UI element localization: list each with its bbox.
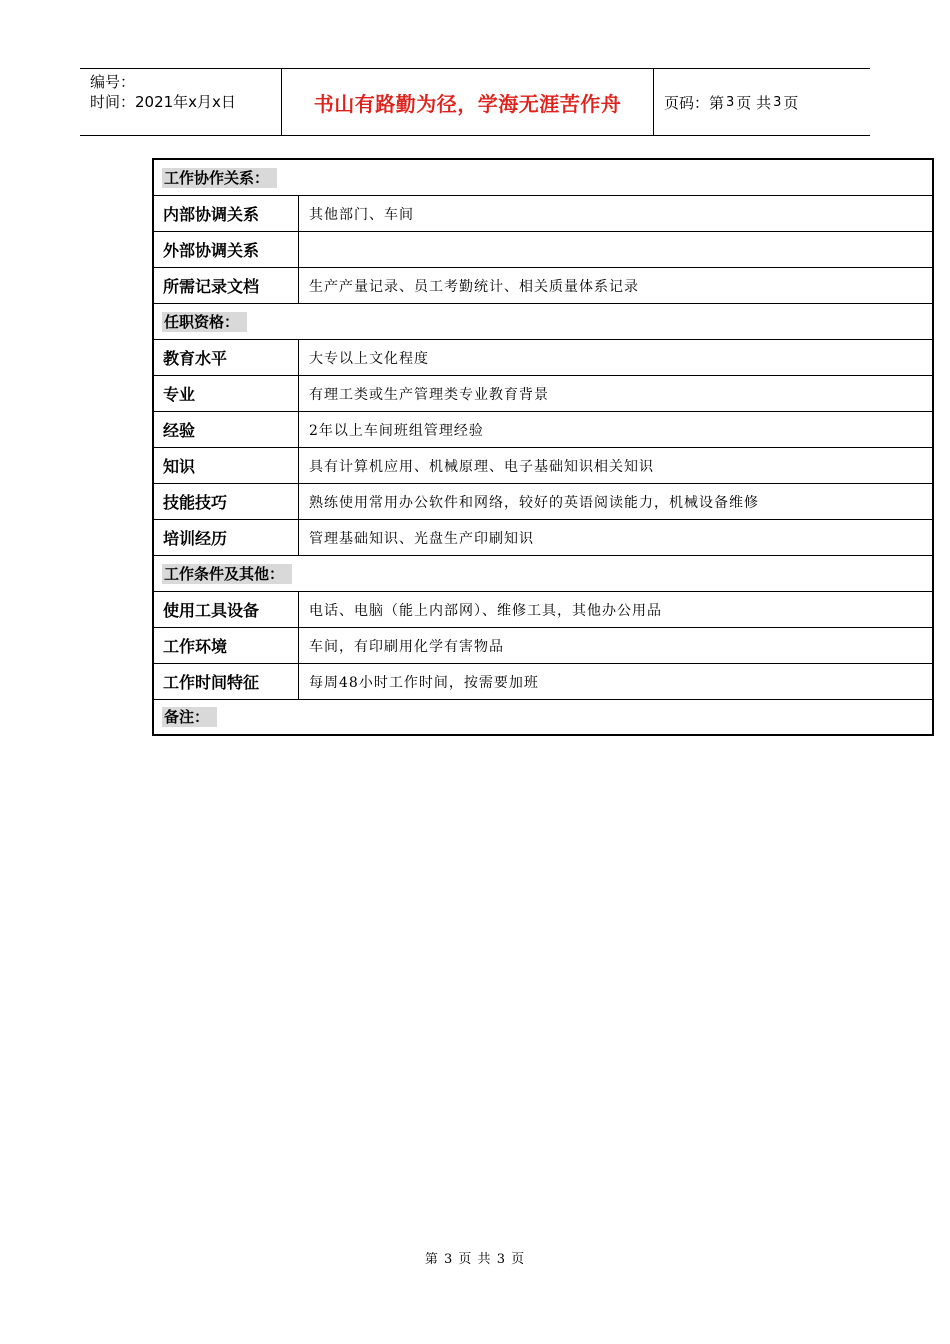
- row-value: 车间，有印刷用化学有害物品: [309, 638, 504, 655]
- section-conditions: [154, 556, 932, 592]
- job-spec-table: [152, 158, 934, 736]
- row-label: 经验: [154, 412, 299, 447]
- row-label: 内部协调关系: [154, 196, 299, 231]
- table-row: [154, 592, 932, 628]
- row-label: 工作环境: [154, 628, 299, 663]
- row-label: 知识: [154, 448, 299, 483]
- row-value: 具有计算机应用、机械原理、电子基础知识相关知识: [309, 458, 654, 475]
- row-value: 电话、电脑（能上内部网）、维修工具，其他办公用品: [309, 602, 662, 619]
- page-prefix: 页码：第: [664, 93, 725, 112]
- row-value: 生产产量记录、员工考勤统计、相关质量体系记录: [309, 278, 639, 295]
- row-value: 每周48小时工作时间，按需要加班: [309, 674, 539, 691]
- row-label: 工作时间特征: [154, 664, 299, 699]
- section-title: 任职资格：: [162, 312, 247, 332]
- header-motto: 书山有路勤为径，学海无涯苦作舟: [282, 69, 654, 135]
- page-suffix: 页: [783, 93, 799, 112]
- table-row: [154, 412, 932, 448]
- table-row: [154, 520, 932, 556]
- row-label: 培训经历: [154, 520, 299, 555]
- table-row: [154, 340, 932, 376]
- row-value: 熟练使用常用办公软件和网络，较好的英语阅读能力，机械设备维修: [309, 494, 759, 511]
- section-title: 工作协作关系：: [162, 168, 277, 188]
- section-collab: [154, 160, 932, 196]
- table-row: [154, 232, 932, 268]
- table-row: [154, 628, 932, 664]
- row-value: 管理基础知识、光盘生产印刷知识: [309, 530, 534, 547]
- section-remarks: [154, 700, 932, 734]
- row-label: 外部协调关系: [154, 232, 299, 267]
- table-row: [154, 376, 932, 412]
- page-header: [80, 68, 870, 136]
- header-meta: [80, 69, 282, 135]
- table-row: [154, 664, 932, 700]
- page-footer: 第 3 页 共 3 页: [424, 1252, 526, 1267]
- header-time: 时间：2021年x月x日: [90, 93, 236, 111]
- row-label: 所需记录文档: [154, 268, 299, 303]
- row-value: 其他部门、车间: [309, 206, 414, 223]
- table-row: [154, 448, 932, 484]
- table-row: [154, 268, 932, 304]
- header-number: 编号：: [90, 73, 136, 91]
- row-label: 专业: [154, 376, 299, 411]
- row-label: 教育水平: [154, 340, 299, 375]
- page-current: 3: [726, 94, 735, 110]
- row-value: [299, 232, 932, 267]
- table-row: [154, 484, 932, 520]
- row-value: 有理工类或生产管理类专业教育背景: [309, 386, 549, 403]
- table-row: [154, 196, 932, 232]
- page-mid: 页 共: [736, 93, 772, 112]
- row-label: 技能技巧: [154, 484, 299, 519]
- section-qualifications: [154, 304, 932, 340]
- section-title: 备注：: [162, 707, 217, 727]
- section-title: 工作条件及其他：: [162, 564, 292, 584]
- row-label: 使用工具设备: [154, 592, 299, 627]
- row-value: 大专以上文化程度: [309, 350, 429, 367]
- row-value: 2年以上车间班组管理经验: [309, 422, 484, 439]
- header-page-info: [654, 69, 870, 135]
- page-total: 3: [773, 94, 782, 110]
